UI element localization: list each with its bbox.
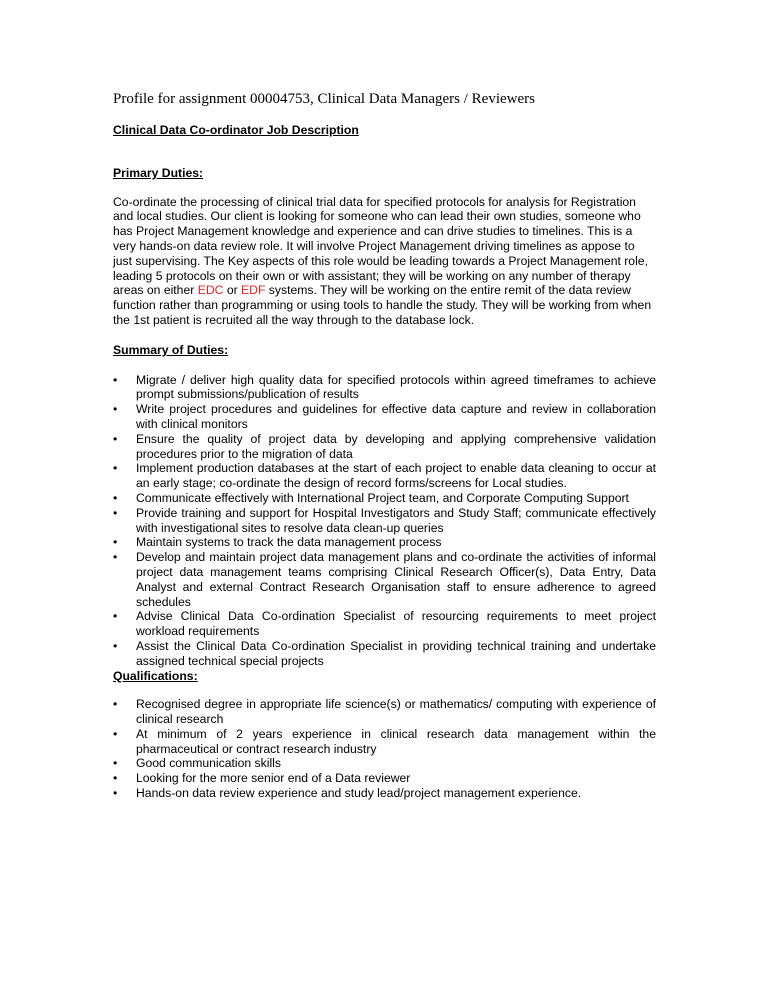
list-item-text: Advise Clinical Data Co-ordination Specialist of resourcing requirements to meet project workload requirements [136,609,656,639]
list-item [113,756,656,771]
list-item [113,639,656,669]
primary-duties-text-part1: Co-ordinate the processing of clinical trial data for specified protocols for analysis for Registration and local studies. Our client is looking for someone who can lead their own studies, someone who has Project Management knowledge and experience and can drive studies to timelines. This is a very hands-on data review role. It will involve Project Management driving timelines as appose to just supervising. The Key aspects of this role would be leading towards a Project Management role, leading 5 protocols on their own or with assistant; they will be working on any number of therapy areas on either [113,194,648,298]
primary-duties-text-part2: systems. They will be working on the entire remit of the data review function rather than programming or using tools to handle the study. They will be working from when the 1st patient is recruited all the way through to the database lock. [113,283,652,327]
list-item-text: Communicate effectively with International Project team, and Corporate Computing Support [136,490,629,505]
list-item [113,771,656,786]
list-item-text: Maintain systems to track the data management process [136,535,442,550]
bullet-icon: • [113,402,118,417]
bullet-icon: • [113,372,118,387]
list-item [113,727,656,757]
list-item [113,550,656,609]
bullet-icon: • [113,431,118,446]
bullet-icon: • [113,550,118,565]
list-item [113,609,656,639]
bullet-icon: • [113,771,118,786]
list-item [113,373,656,403]
list-item-text: Hands-on data review experience and study lead/project management experience. [136,786,582,801]
bullet-icon: • [113,535,118,550]
list-item-text: Develop and maintain project data management plans and co-ordinate the activities of informal project data management teams comprising Clinical Research Officer(s), Data Entry, Data Analyst and external Contract Research Organisation staff to ensure adherence to agreed schedules [136,550,656,609]
job-description-heading: Clinical Data Co-ordinator Job Description [113,123,359,137]
list-item-text: Ensure the quality of project data by developing and applying comprehensive validation procedures prior to the migration of data [136,431,656,461]
list-item [113,461,656,491]
or-connector: or [223,283,242,298]
bullet-icon: • [113,490,118,505]
bullet-icon: • [113,638,118,653]
document-body [113,90,656,801]
summary-of-duties-list [113,373,656,669]
list-item-text: At minimum of 2 years experience in clinical research data management within the pharmaceutical or contract research industry [136,726,656,756]
list-item [113,697,656,727]
list-item-text: Good communication skills [136,756,281,771]
list-item-text: Migrate / deliver high quality data for specified protocols within agreed timeframes to achieve prompt submissions/publication of results [136,372,656,402]
bullet-icon: • [113,697,118,712]
summary-of-duties-heading: Summary of Duties: [113,342,229,357]
list-item [113,491,656,506]
bullet-icon: • [113,505,118,520]
list-item [113,786,656,801]
list-item-text: Implement production databases at the start of each project to enable data cleaning to occur at an early stage; co-ordinate the design of record forms/screens for Local studies. [136,461,656,491]
primary-duties-heading: Primary Duties: [113,165,204,180]
edc-highlight: EDC [197,283,224,298]
edf-highlight: EDF [241,283,266,298]
document-title: Profile for assignment 00004753, Clinical Data Managers / Reviewers [113,91,535,107]
qualifications-list [113,697,656,801]
list-item [113,402,656,432]
list-item [113,506,656,536]
bullet-icon: • [113,786,118,801]
bullet-icon: • [113,756,118,771]
list-item-text: Assist the Clinical Data Co-ordination Specialist in providing technical training and undertake assigned technical special projects [136,638,656,668]
qualifications-heading: Qualifications: [113,668,198,683]
list-item-text: Looking for the more senior end of a Data reviewer [136,771,411,786]
primary-duties-paragraph [113,195,656,328]
bullet-icon: • [113,726,118,741]
list-item-text: Recognised degree in appropriate life science(s) or mathematics/ computing with experience of clinical research [136,697,656,727]
list-item [113,432,656,462]
list-item-text: Provide training and support for Hospital Investigators and Study Staff; communicate effectively with investigational sites to resolve data clean-up queries [136,505,656,535]
bullet-icon: • [113,461,118,476]
list-item [113,535,656,550]
bullet-icon: • [113,609,118,624]
list-item-text: Write project procedures and guidelines for effective data capture and review in collaboration with clinical monitors [136,402,656,431]
